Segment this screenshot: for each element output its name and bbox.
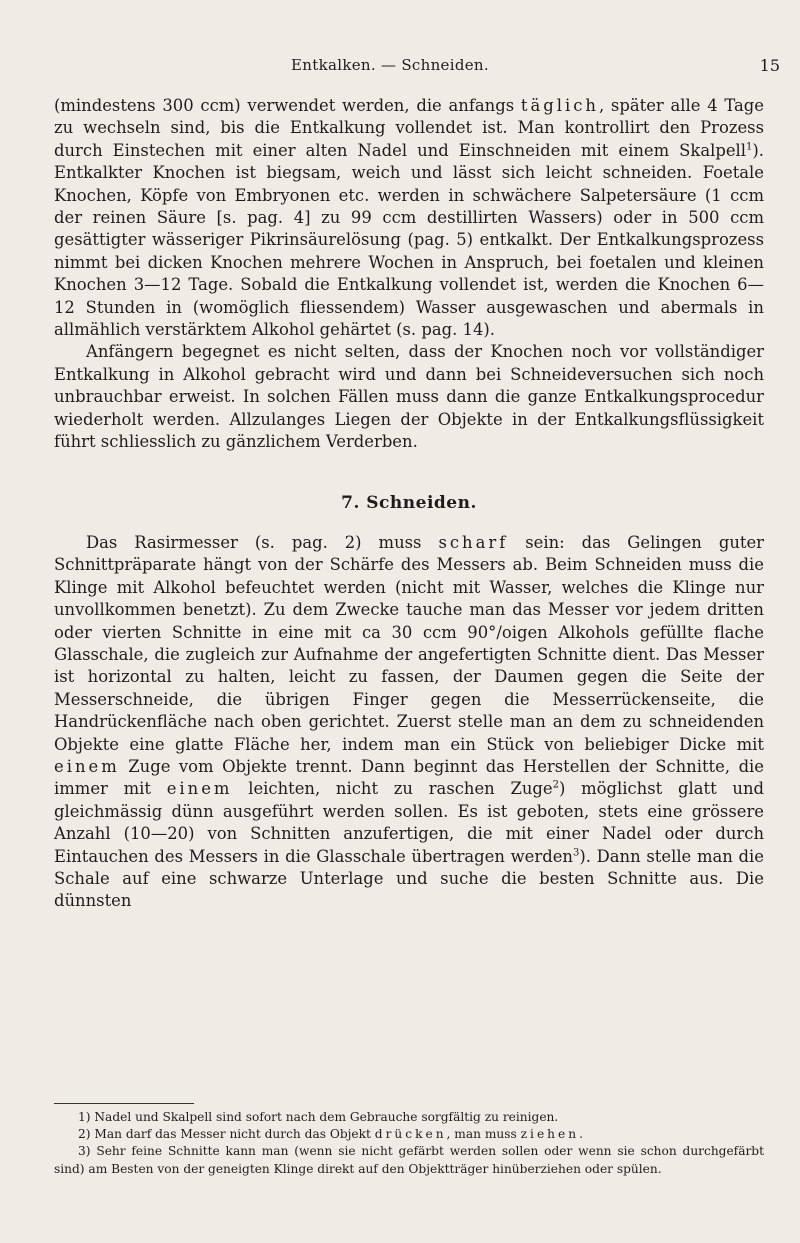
footnote-3: 3) Sehr feine Schnitte kann man (wenn sie nicht gefärbt werden sollen oder wenn sie schon durchgefärbt sind) am Besten von der geneigten Klinge direkt auf den Objektträger hinüberziehen oder spülen.	[54, 1144, 764, 1176]
emphasis-one-2: einem	[166, 779, 233, 799]
emphasis-sharp: scharf	[438, 532, 509, 552]
page-number: 15	[759, 56, 780, 75]
footnote-ref-2: 2	[552, 779, 559, 791]
paragraph-beginners: Anfängern begegnet es nicht selten, dass der Knochen noch vor vollständiger Entkalkung in Alkohol gebracht wird und dann bei Schneideversuchen sich noch unbrauchbar erweist. In solchen Fällen muss dann die ganze Entkalkungsprocedur wiederholt werden. Allzulanges Liegen der Objekte in der Entkalkungsflüssigkeit führt schliesslich zu gänzlichem Verderben.	[54, 342, 764, 452]
paragraph-cutting: Das Rasirmesser (s. pag. 2) muss scharf sein: das Gelingen guter Schnittpräparate hängt von der Schärfe des Messers ab. Beim Schneiden muss die Klinge mit Alkohol befeuchtet werden (nicht mit Wasser, welches die Klinge nur unvollkommen benetzt). Zu dem Zwecke tauche man das Messer vor jedem dritten oder vierten Schnitte in eine mit ca 30 ccm 90°/oigen Alkohols gefüllte flache Glasschale, die zugleich zur Aufnahme der angefertigten Schnitte dient. Das Messer ist horizontal zu halten, leicht zu fassen, der Daumen gegen die Seite der Messerschneide, die übrigen Finger gegen die Messerrückenseite, die Handrückenfläche nach oben gerichtet. Zuerst stelle man an dem zu schneidenden Objekte eine glatte Fläche her, indem man ein Stück von beliebiger Dicke mit einem Zuge vom Objekte trennt. Dann beginnt das Herstellen der Schnitte, die immer mit einem leichten, nicht zu raschen Zuge$^2$) möglichst glatt und gleichmässig dünn ausgeführt werden sollen. Es ist geboten, stets eine grössere Anzahl (10—20) von Schnitten anzufertigen, die mit einer Nadel oder durch Eintauchen des Messers in die Glasschale übertragen werden$^3$). Dann stelle man die Schale auf eine schwarze Unterlage und suche die besten Schnitte aus. Die dünnsten	[54, 532, 765, 911]
footnote-1: 1) Nadel und Skalpell sind sofort nach dem Gebrauche sorgfältig zu reinigen.	[78, 1110, 559, 1124]
emphasis-daily: täglich	[520, 96, 599, 115]
footnotes	[54, 1109, 764, 1178]
footnote-divider	[54, 1103, 194, 1104]
section-heading: 7. Schneiden.	[341, 492, 477, 513]
footnote-2: 2) Man darf das Messer nicht durch das Objekt drücken, man muss ziehen.	[78, 1127, 583, 1142]
footnote-ref-3: 3	[572, 847, 580, 859]
paragraph-decalcification: (mindestens 300 ccm) verwendet werden, die anfangs täglich, später alle 4 Tage zu wechseln sind, bis die Entkalkung vollendet ist. Man kontrollirt den Prozess durch Einstechen mit einer alten Nadel und Einschneiden mit einem Skalpell$^1$). Entkalkter Knochen ist biegsam, weich und lässt sich leicht schneiden. Foetale Knochen, Köpfe von Embryonen etc. werden in schwächere Salpetersäure (1 ccm der reinen Säure [s. pag. 4] zu 99 ccm destillirten Wassers) oder in 500 ccm gesättigter wässeriger Pikrinsäurelösung (pag. 5) entkalkt. Der Entkalkungsprozess nimmt bei dicken Knochen mehrere Wochen in Anspruch, bei foetalen und kleinen Knochen 3—12 Tage. Sobald die Entkalkung vollendet ist, werden die Knochen 6—12 Stunden in (womöglich fliessendem) Wasser ausgewaschen und abermals in allmählich verstärktem Alkohol gehärtet (s. pag. 14).	[54, 96, 764, 340]
main-text	[54, 95, 764, 913]
running-title: Entkalken. — Schneiden.	[291, 56, 489, 74]
emphasis-one: einem	[54, 756, 120, 776]
footnote-ref-1: 1	[746, 141, 753, 153]
